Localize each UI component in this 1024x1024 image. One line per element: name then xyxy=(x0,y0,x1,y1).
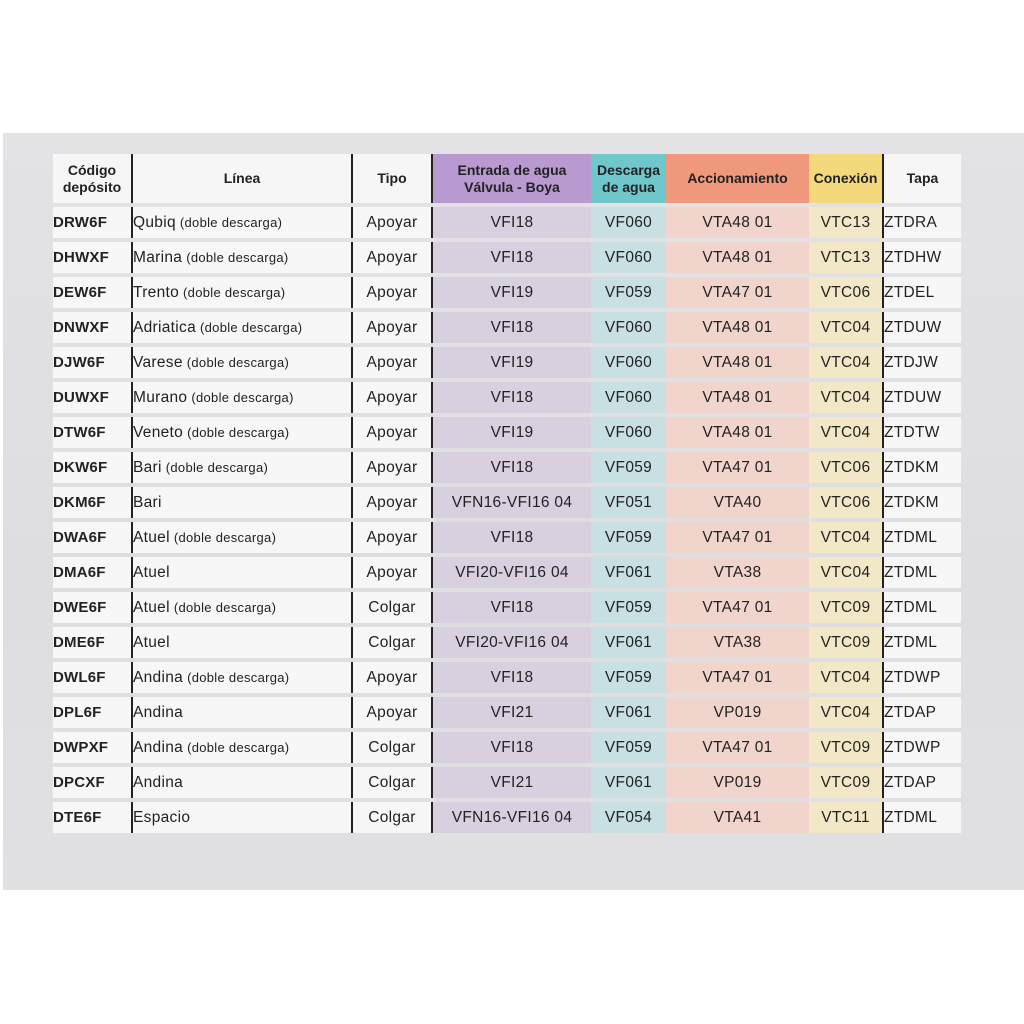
cell-codigo: DHWXF xyxy=(53,242,133,273)
table-row xyxy=(53,802,961,833)
linea-name: Veneto xyxy=(133,423,184,441)
header-descarga-line1: Descarga xyxy=(596,161,661,178)
linea-note: (doble descarga) xyxy=(179,214,283,230)
table-row xyxy=(53,767,961,798)
cell-entrada: VFI18 xyxy=(433,242,591,273)
cell-codigo: DWA6F xyxy=(53,522,133,553)
linea-name: Bari xyxy=(133,458,162,476)
table-row xyxy=(53,452,961,483)
table-row xyxy=(53,312,961,343)
cell-tipo: Apoyar xyxy=(353,697,433,728)
cell-conexion: VTC09 xyxy=(809,732,884,763)
linea-name: Trento xyxy=(133,283,180,301)
cell-accionamiento: VTA48 01 xyxy=(666,242,809,273)
header-accionamiento: Accionamiento xyxy=(666,154,809,203)
linea-note: (doble descarga) xyxy=(186,249,289,265)
cell-linea xyxy=(133,662,353,693)
cell-tipo: Apoyar xyxy=(353,522,433,553)
cell-accionamiento: VTA48 01 xyxy=(666,347,809,378)
cell-tipo: Colgar xyxy=(353,767,433,798)
linea-name: Atuel xyxy=(133,633,170,651)
cell-entrada: VFI18 xyxy=(433,662,591,693)
cell-entrada: VFI21 xyxy=(433,767,591,798)
cell-linea xyxy=(133,487,353,518)
cell-descarga: VF061 xyxy=(591,627,666,658)
cell-linea xyxy=(133,312,353,343)
cell-accionamiento: VTA38 xyxy=(666,557,809,588)
linea-name: Adriatica xyxy=(133,318,197,336)
cell-codigo: DWPXF xyxy=(53,732,133,763)
cell-tipo: Apoyar xyxy=(353,487,433,518)
linea-name: Marina xyxy=(133,248,183,266)
cell-codigo: DTE6F xyxy=(53,802,133,833)
linea-name: Andina xyxy=(133,773,184,791)
cell-tipo: Colgar xyxy=(353,592,433,623)
linea-name: Espacio xyxy=(133,808,191,826)
cell-linea xyxy=(133,452,353,483)
cell-codigo: DKW6F xyxy=(53,452,133,483)
cell-accionamiento: VTA47 01 xyxy=(666,452,809,483)
cell-linea xyxy=(133,277,353,308)
cell-accionamiento: VTA48 01 xyxy=(666,417,809,448)
linea-name: Andina xyxy=(133,738,184,756)
cell-conexion: VTC13 xyxy=(809,242,884,273)
cell-linea xyxy=(133,627,353,658)
cell-descarga: VF060 xyxy=(591,382,666,413)
linea-note: (doble descarga) xyxy=(165,459,269,475)
table-row xyxy=(53,697,961,728)
table-row xyxy=(53,627,961,658)
cell-conexion: VTC06 xyxy=(809,487,884,518)
cell-linea xyxy=(133,557,353,588)
table-header xyxy=(53,154,961,203)
header-tipo: Tipo xyxy=(353,154,433,203)
cell-codigo: DUWXF xyxy=(53,382,133,413)
cell-descarga: VF060 xyxy=(591,312,666,343)
header-conexion: Conexión xyxy=(809,154,884,203)
cell-conexion: VTC04 xyxy=(809,662,884,693)
cell-entrada: VFI19 xyxy=(433,277,591,308)
linea-note: (doble descarga) xyxy=(187,739,290,755)
cell-conexion: VTC09 xyxy=(809,627,884,658)
cell-linea xyxy=(133,207,353,238)
cell-linea xyxy=(133,697,353,728)
linea-name: Qubiq xyxy=(133,213,176,231)
cell-tipo: Apoyar xyxy=(353,347,433,378)
cell-accionamiento: VTA48 01 xyxy=(666,382,809,413)
cell-entrada: VFI18 xyxy=(433,382,591,413)
header-entrada-line1: Entrada de agua xyxy=(457,161,567,178)
linea-name: Andina xyxy=(133,703,184,721)
cell-descarga: VF061 xyxy=(591,557,666,588)
cell-accionamiento: VTA47 01 xyxy=(666,732,809,763)
table-row xyxy=(53,522,961,553)
cell-conexion: VTC09 xyxy=(809,767,884,798)
cell-codigo: DKM6F xyxy=(53,487,133,518)
cell-tapa: ZTDTW xyxy=(884,417,961,448)
cell-entrada: VFI18 xyxy=(433,592,591,623)
table-row xyxy=(53,487,961,518)
linea-note: (doble descarga) xyxy=(173,529,277,545)
table-row xyxy=(53,592,961,623)
cell-descarga: VF054 xyxy=(591,802,666,833)
cell-tapa: ZTDAP xyxy=(884,767,961,798)
linea-note: (doble descarga) xyxy=(187,669,290,685)
table-row xyxy=(53,557,961,588)
linea-name: Varese xyxy=(133,353,183,371)
cell-codigo: DMA6F xyxy=(53,557,133,588)
table-row xyxy=(53,382,961,413)
cell-tipo: Apoyar xyxy=(353,382,433,413)
cell-descarga: VF059 xyxy=(591,592,666,623)
cell-entrada: VFI18 xyxy=(433,312,591,343)
cell-codigo: DJW6F xyxy=(53,347,133,378)
cell-linea xyxy=(133,592,353,623)
header-codigo xyxy=(53,154,133,203)
cell-linea xyxy=(133,802,353,833)
table-row xyxy=(53,662,961,693)
cell-conexion: VTC04 xyxy=(809,312,884,343)
cell-tipo: Colgar xyxy=(353,802,433,833)
cell-entrada: VFI19 xyxy=(433,347,591,378)
cell-accionamiento: VTA47 01 xyxy=(666,522,809,553)
cell-entrada: VFI20-VFI16 04 xyxy=(433,627,591,658)
cell-conexion: VTC13 xyxy=(809,207,884,238)
cell-codigo: DPL6F xyxy=(53,697,133,728)
cell-tipo: Apoyar xyxy=(353,417,433,448)
cell-descarga: VF060 xyxy=(591,242,666,273)
cell-tipo: Apoyar xyxy=(353,312,433,343)
cell-entrada: VFI19 xyxy=(433,417,591,448)
cell-descarga: VF059 xyxy=(591,277,666,308)
header-row xyxy=(53,154,961,203)
cell-tapa: ZTDML xyxy=(884,592,961,623)
cell-accionamiento: VP019 xyxy=(666,697,809,728)
cell-conexion: VTC09 xyxy=(809,592,884,623)
header-codigo-line1: Código xyxy=(67,161,117,178)
cell-conexion: VTC04 xyxy=(809,522,884,553)
cell-tipo: Apoyar xyxy=(353,207,433,238)
cell-accionamiento: VTA48 01 xyxy=(666,312,809,343)
cell-conexion: VTC04 xyxy=(809,417,884,448)
cell-descarga: VF060 xyxy=(591,207,666,238)
cell-conexion: VTC11 xyxy=(809,802,884,833)
header-codigo-line2: depósito xyxy=(62,178,122,195)
linea-name: Atuel xyxy=(133,528,170,546)
linea-note: (doble descarga) xyxy=(191,389,294,405)
cell-tapa: ZTDWP xyxy=(884,732,961,763)
cell-descarga: VF061 xyxy=(591,767,666,798)
table-row xyxy=(53,242,961,273)
cell-conexion: VTC04 xyxy=(809,697,884,728)
cell-entrada: VFN16-VFI16 04 xyxy=(433,802,591,833)
cell-linea xyxy=(133,767,353,798)
cell-accionamiento: VTA40 xyxy=(666,487,809,518)
linea-note: (doble descarga) xyxy=(173,599,277,615)
linea-note: (doble descarga) xyxy=(200,319,303,335)
table-row xyxy=(53,732,961,763)
cell-linea xyxy=(133,347,353,378)
header-linea: Línea xyxy=(133,154,353,203)
cell-tapa: ZTDML xyxy=(884,802,961,833)
header-descarga xyxy=(591,154,666,203)
cell-tapa: ZTDRA xyxy=(884,207,961,238)
linea-note: (doble descarga) xyxy=(186,354,290,370)
cell-descarga: VF060 xyxy=(591,417,666,448)
cell-tapa: ZTDML xyxy=(884,627,961,658)
header-entrada-line2: Válvula - Boya xyxy=(464,178,560,195)
cell-entrada: VFN16-VFI16 04 xyxy=(433,487,591,518)
cell-descarga: VF061 xyxy=(591,697,666,728)
cell-conexion: VTC04 xyxy=(809,557,884,588)
cell-descarga: VF059 xyxy=(591,662,666,693)
cell-tipo: Apoyar xyxy=(353,557,433,588)
cell-conexion: VTC04 xyxy=(809,347,884,378)
cell-conexion: VTC06 xyxy=(809,277,884,308)
cell-tapa: ZTDEL xyxy=(884,277,961,308)
linea-name: Atuel xyxy=(133,598,170,616)
cell-codigo: DWL6F xyxy=(53,662,133,693)
cell-entrada: VFI18 xyxy=(433,522,591,553)
cell-descarga: VF059 xyxy=(591,732,666,763)
cell-codigo: DME6F xyxy=(53,627,133,658)
cell-tipo: Apoyar xyxy=(353,277,433,308)
cell-linea xyxy=(133,732,353,763)
cell-accionamiento: VTA41 xyxy=(666,802,809,833)
cell-tipo: Apoyar xyxy=(353,452,433,483)
cell-tapa: ZTDUW xyxy=(884,382,961,413)
cell-entrada: VFI18 xyxy=(433,732,591,763)
cell-tapa: ZTDJW xyxy=(884,347,961,378)
cell-codigo: DEW6F xyxy=(53,277,133,308)
header-descarga-line2: de agua xyxy=(602,178,655,195)
table-row xyxy=(53,277,961,308)
cell-descarga: VF059 xyxy=(591,452,666,483)
table-row xyxy=(53,207,961,238)
cell-tapa: ZTDML xyxy=(884,522,961,553)
cell-tipo: Colgar xyxy=(353,732,433,763)
cell-tapa: ZTDKM xyxy=(884,452,961,483)
cell-entrada: VFI18 xyxy=(433,452,591,483)
cell-tapa: ZTDHW xyxy=(884,242,961,273)
table-row xyxy=(53,417,961,448)
cell-tapa: ZTDKM xyxy=(884,487,961,518)
cell-codigo: DWE6F xyxy=(53,592,133,623)
cell-tipo: Colgar xyxy=(353,627,433,658)
header-tapa: Tapa xyxy=(884,154,961,203)
table-body xyxy=(53,207,961,833)
cell-accionamiento: VP019 xyxy=(666,767,809,798)
cell-linea xyxy=(133,242,353,273)
cell-tipo: Apoyar xyxy=(353,242,433,273)
linea-note: (doble descarga) xyxy=(187,424,290,440)
cell-codigo: DRW6F xyxy=(53,207,133,238)
cell-codigo: DTW6F xyxy=(53,417,133,448)
linea-name: Murano xyxy=(133,388,188,406)
cell-tapa: ZTDWP xyxy=(884,662,961,693)
cell-tapa: ZTDUW xyxy=(884,312,961,343)
cell-entrada: VFI20-VFI16 04 xyxy=(433,557,591,588)
linea-name: Bari xyxy=(133,493,162,511)
cell-tapa: ZTDAP xyxy=(884,697,961,728)
cell-tipo: Apoyar xyxy=(353,662,433,693)
linea-name: Andina xyxy=(133,668,184,686)
linea-name: Atuel xyxy=(133,563,170,581)
cell-entrada: VFI21 xyxy=(433,697,591,728)
linea-note: (doble descarga) xyxy=(183,284,286,300)
cell-accionamiento: VTA47 01 xyxy=(666,277,809,308)
cell-accionamiento: VTA38 xyxy=(666,627,809,658)
cell-descarga: VF059 xyxy=(591,522,666,553)
cell-linea xyxy=(133,382,353,413)
cell-accionamiento: VTA48 01 xyxy=(666,207,809,238)
cell-codigo: DPCXF xyxy=(53,767,133,798)
cell-accionamiento: VTA47 01 xyxy=(666,592,809,623)
cell-linea xyxy=(133,522,353,553)
cell-accionamiento: VTA47 01 xyxy=(666,662,809,693)
cell-entrada: VFI18 xyxy=(433,207,591,238)
cell-tapa: ZTDML xyxy=(884,557,961,588)
cell-descarga: VF060 xyxy=(591,347,666,378)
header-entrada xyxy=(433,154,591,203)
table-row xyxy=(53,347,961,378)
cell-descarga: VF051 xyxy=(591,487,666,518)
cell-codigo: DNWXF xyxy=(53,312,133,343)
tank-spec-table xyxy=(53,150,961,837)
cell-conexion: VTC06 xyxy=(809,452,884,483)
cell-conexion: VTC04 xyxy=(809,382,884,413)
cell-linea xyxy=(133,417,353,448)
